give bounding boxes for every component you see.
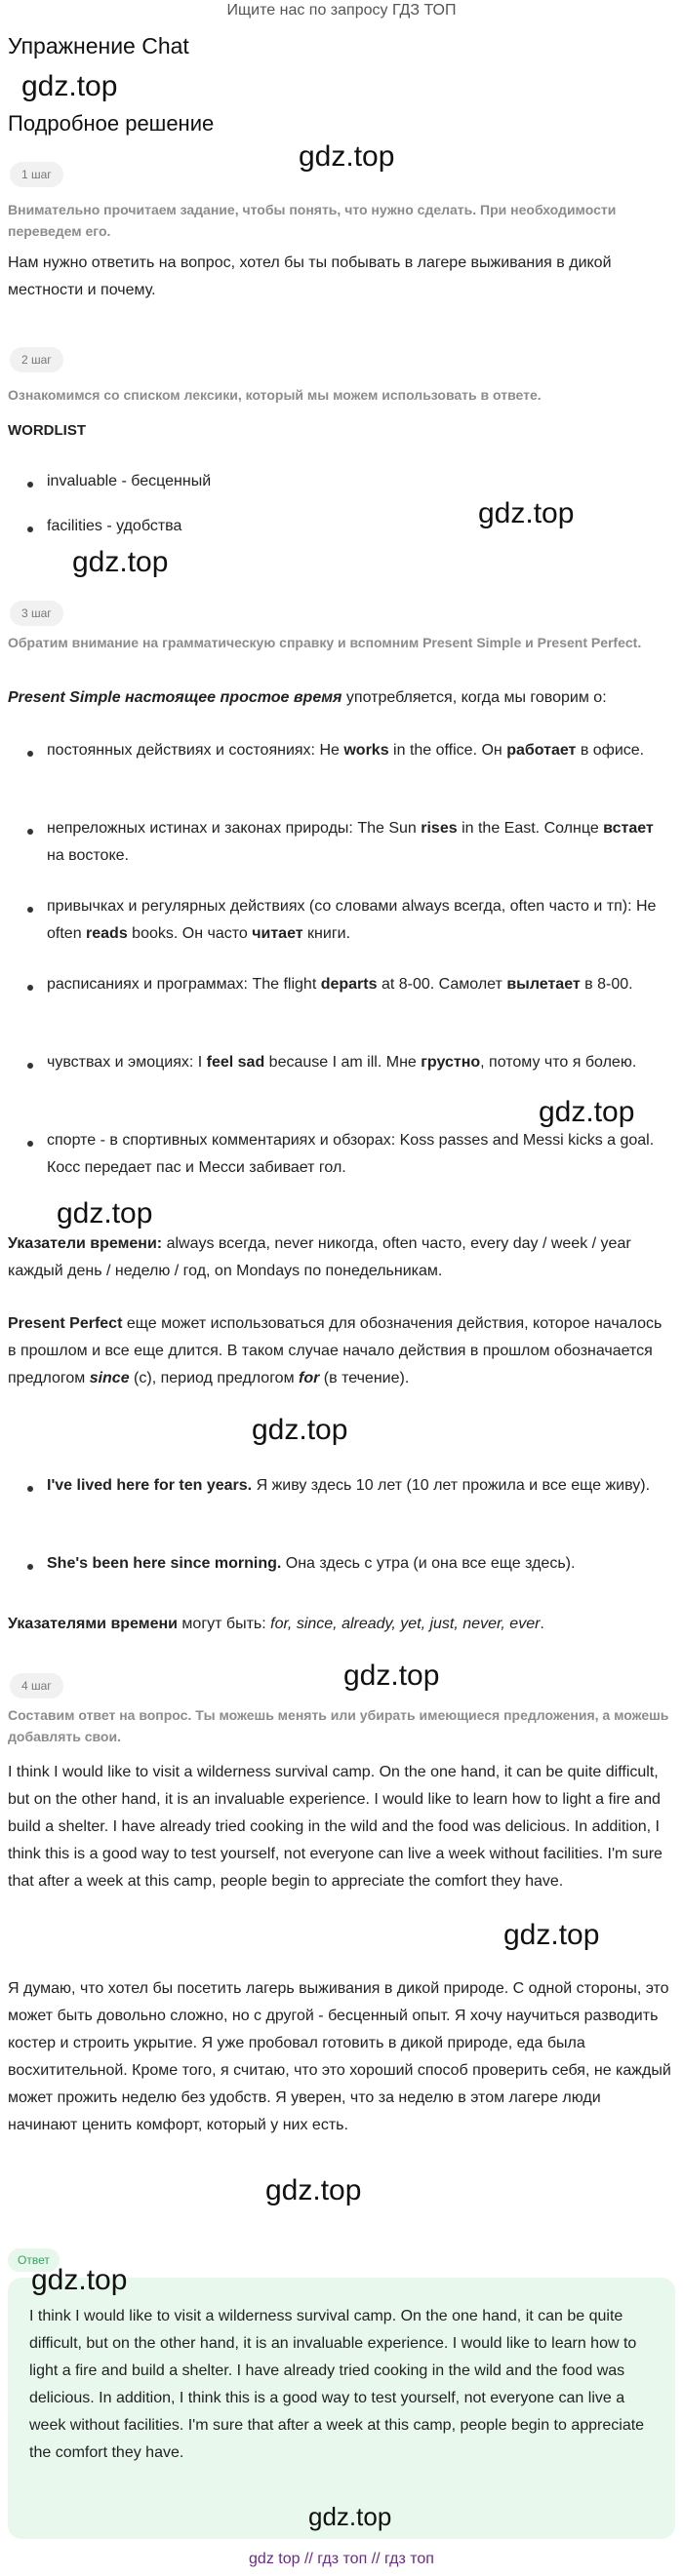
present-simple-term: Present Simple настоящее простое время xyxy=(8,689,342,706)
watermark: gdz.top xyxy=(72,546,169,578)
bullet xyxy=(27,482,33,488)
bullet xyxy=(27,829,33,835)
answer-badge: Ответ xyxy=(8,2248,60,2272)
ps-usage-item: непреложных истинах и законах природы: The Sun rises in the East. Солнце встает на востоке. xyxy=(47,820,654,864)
step-3-badge: 3 шаг xyxy=(10,601,63,626)
watermark: gdz.top xyxy=(21,70,118,102)
bullet xyxy=(27,907,33,913)
present-simple-intro-text: употребляется, когда мы говорим о: xyxy=(342,689,607,706)
step-4-badge: 4 шаг xyxy=(10,1673,63,1698)
present-perfect-intro: Present Perfect еще может использоваться для обозначения действия, которое началось в прошлом и все еще длится. В таком случае начало действия в прошлом обозначается предлогом since (с), период предлогом for (в течение). xyxy=(8,1315,663,1386)
wordlist-title: WORDLIST xyxy=(8,422,86,439)
watermark: gdz.top xyxy=(299,140,395,173)
step-3-instruction: Обратим внимание на грамматическую справку и вспомним Present Simple и Present Perfect. xyxy=(8,635,642,650)
watermark: gdz.top xyxy=(539,1096,635,1128)
bullet xyxy=(27,1063,33,1069)
step-1-instruction: Внимательно прочитаем задание, чтобы понять, что нужно сделать. При необходимости переведем его. xyxy=(8,202,617,239)
top-banner: Ищите нас по запросу ГДЗ ТОП xyxy=(226,2,457,19)
watermark: gdz.top xyxy=(503,1919,600,1951)
ps-usage-item: привычках и регулярных действиях (со словами always всегда, often часто и тп): He often reads books. Он часто читает книги. xyxy=(47,898,657,942)
ps-usage-item: расписаниях и программах: The flight departs at 8-00. Самолет вылетает в 8-00. xyxy=(47,976,633,993)
pp-example: She's been here since morning. Она здесь с утра (и она все еще здесь). xyxy=(47,1555,576,1572)
bullet xyxy=(27,1564,33,1570)
pp-example: I've lived here for ten years. Я живу здесь 10 лет (10 лет прожила и все еще живу). xyxy=(47,1477,651,1494)
answer-russian: Я думаю, что хотел бы посетить лагерь выживания в дикой природе. С одной стороны, это может быть довольно сложно, но с другой - бесценный опыт. Я хочу научиться разводить костер и строить укрытие. Я уже пробовал готовить в дикой природе, еда была восхитительной. Кроме того, я считаю, что это хороший способ проверить себя, не каждый может прожить неделю без удобств. Я уверен, что за неделю в этом лагере люди начинают ценить комфорт, который у них есть. xyxy=(8,1980,671,2133)
page-title: Упражнение Chat xyxy=(8,33,189,59)
bullet xyxy=(27,527,33,532)
watermark: gdz.top xyxy=(31,2264,128,2296)
watermark: gdz.top xyxy=(478,497,575,529)
bullet xyxy=(27,751,33,757)
bullet xyxy=(27,1141,33,1147)
watermark: gdz.top xyxy=(308,2502,392,2531)
ps-usage-item: постоянных действиях и состояниях: He works in the office. Он работает в офисе. xyxy=(47,742,645,759)
answer-text: I think I would like to visit a wilderness survival camp. On the one hand, it can be quite difficult, but on the other hand, it is an invaluable experience. I would like to learn how to light a fire and build a shelter. I have already tried cooking in the wild and the food was delicious. In addition, I think this is a good way to test yourself, not everyone can live a week without facilities. I'm sure that after a week at this camp, people begin to appreciate the comfort they have. xyxy=(29,2308,645,2461)
present-simple-intro xyxy=(8,684,671,712)
time-markers: Указатели времени: always всегда, never никогда, often часто, every day / week / year каждый день / неделю / год, on Mondays по понедельникам. xyxy=(8,1235,631,1279)
footer-links: gdz top // гдз топ // гдз топ xyxy=(249,2551,434,2567)
ps-usage-item: спорте - в спортивных комментариях и обзорах: Koss passes and Messi kicks a goal. Косс передает пас и Месси забивает гол. xyxy=(47,1132,655,1176)
watermark: gdz.top xyxy=(252,1414,348,1446)
watermark: gdz.top xyxy=(265,2174,362,2206)
step-2-badge: 2 шаг xyxy=(10,347,63,372)
step-1-badge: 1 шаг xyxy=(10,162,63,187)
wordlist-item: facilities - удобства xyxy=(47,518,182,534)
step-4-instruction: Составим ответ на вопрос. Ты можешь менять или убирать имеющиеся предложения, а можешь добавлять свои. xyxy=(8,1707,669,1744)
step-2-instruction: Ознакомимся со списком лексики, который мы можем использовать в ответе. xyxy=(8,387,542,403)
pp-time-markers: Указателями времени могут быть: for, since, already, yet, just, never, ever. xyxy=(8,1616,544,1632)
watermark: gdz.top xyxy=(343,1659,440,1692)
step-1-text: Нам нужно ответить на вопрос, хотел бы ты побывать в лагере выживания в дикой местности и почему. xyxy=(8,254,612,298)
wordlist-item: invaluable - бесценный xyxy=(47,473,212,489)
solution-heading: Подробное решение xyxy=(8,111,215,136)
answer-english: I think I would like to visit a wilderness survival camp. On the one hand, it can be quite difficult, but on the other hand, it is an invaluable experience. I would like to learn how to light a fire and build a shelter. I have already tried cooking in the wild and the food was delicious. In addition, I think this is a good way to test yourself, not everyone can live a week without facilities. I'm sure that after a week at this camp, people begin to appreciate the comfort they have. xyxy=(8,1764,663,1890)
watermark: gdz.top xyxy=(57,1197,153,1229)
bullet xyxy=(27,985,33,991)
ps-usage-item: чувствах и эмоциях: I feel sad because I am ill. Мне грустно, потому что я болею. xyxy=(47,1054,637,1071)
bullet xyxy=(27,1486,33,1492)
